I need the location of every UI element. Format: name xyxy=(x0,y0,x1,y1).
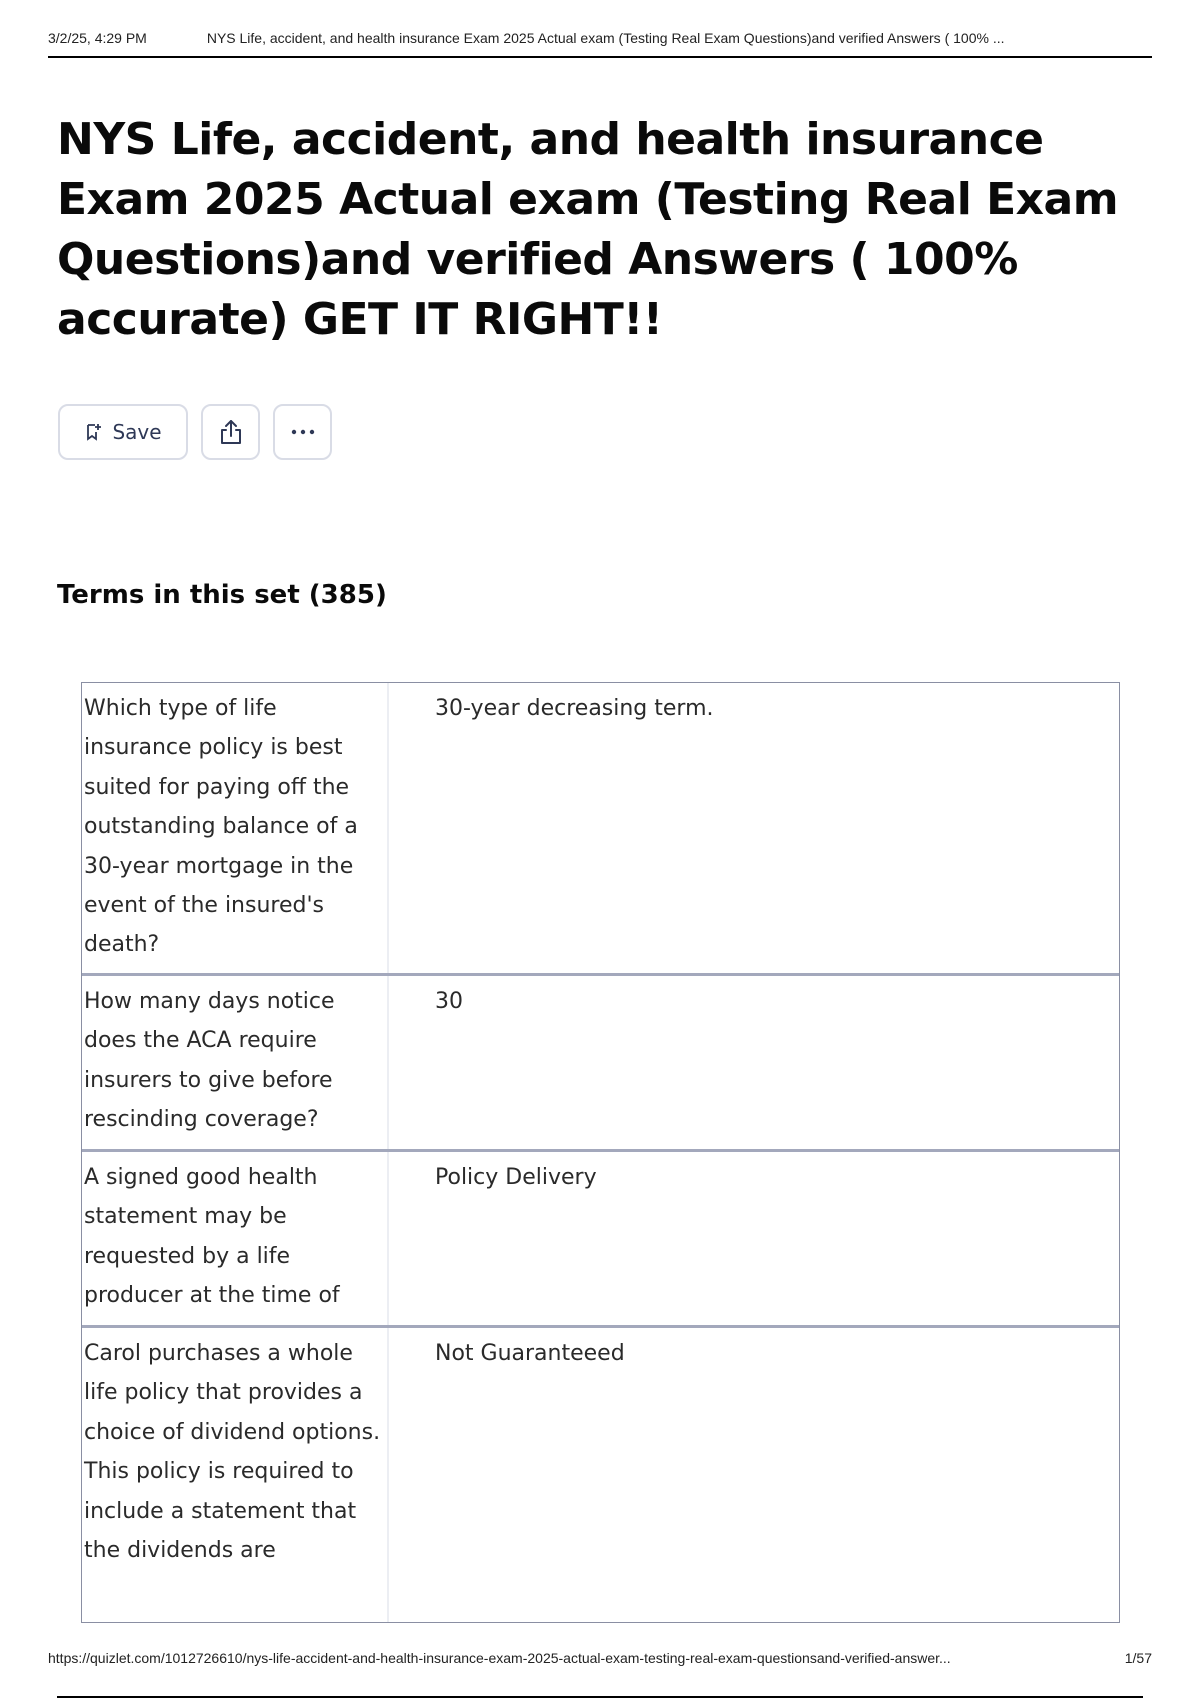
footer-divider xyxy=(57,1696,1143,1698)
terms-heading: Terms in this set (385) xyxy=(57,580,387,610)
share-icon xyxy=(218,418,244,446)
terms-table xyxy=(81,682,1120,1623)
term-row xyxy=(82,1328,1119,1622)
term-row xyxy=(82,683,1119,976)
share-button[interactable] xyxy=(201,404,260,460)
page-title: NYS Life, accident, and health insurance Exam 2025 Actual exam (Testing Real Exam Questions)and verified Answers ( 100% accurate) GET IT RIGHT!! xyxy=(57,114,1119,345)
print-document-title: NYS Life, accident, and health insurance Exam 2025 Actual exam (Testing Real Exam Questions)and verified Answers ( 100% ... xyxy=(206,30,1005,46)
term-text: Which type of life insurance policy is best suited for paying off the outstanding balance of a 30-year mortgage in the event of the insured's death? xyxy=(82,683,389,973)
term-row xyxy=(82,976,1119,1152)
print-date: 3/2/25, 4:29 PM xyxy=(48,30,147,46)
page-url: https://quizlet.com/1012726610/nys-life-accident-and-health-insurance-exam-2025-actual-exam-testing-real-exam-questionsand-verified-answer... xyxy=(48,1650,951,1666)
more-options-icon xyxy=(290,429,316,435)
toolbar xyxy=(58,404,332,460)
more-options-button[interactable] xyxy=(273,404,332,460)
term-text: Carol purchases a whole life policy that provides a choice of dividend options. This policy is required to include a statement that the dividends are xyxy=(82,1328,389,1622)
definition-text: 30 xyxy=(435,989,463,1014)
term-text: A signed good health statement may be requested by a life producer at the time of xyxy=(82,1152,389,1325)
term-row xyxy=(82,1152,1119,1328)
save-label: Save xyxy=(112,420,162,444)
save-icon xyxy=(84,423,102,441)
save-button[interactable] xyxy=(58,404,188,460)
print-header xyxy=(48,30,1152,58)
page-number: 1/57 xyxy=(1124,1650,1152,1666)
definition-text: Not Guaranteeed xyxy=(435,1341,625,1366)
definition-text: 30-year decreasing term. xyxy=(435,696,714,721)
definition-text: Policy Delivery xyxy=(435,1165,597,1190)
term-text: How many days notice does the ACA require insurers to give before rescinding coverage? xyxy=(82,976,389,1149)
print-footer xyxy=(48,1650,1152,1666)
